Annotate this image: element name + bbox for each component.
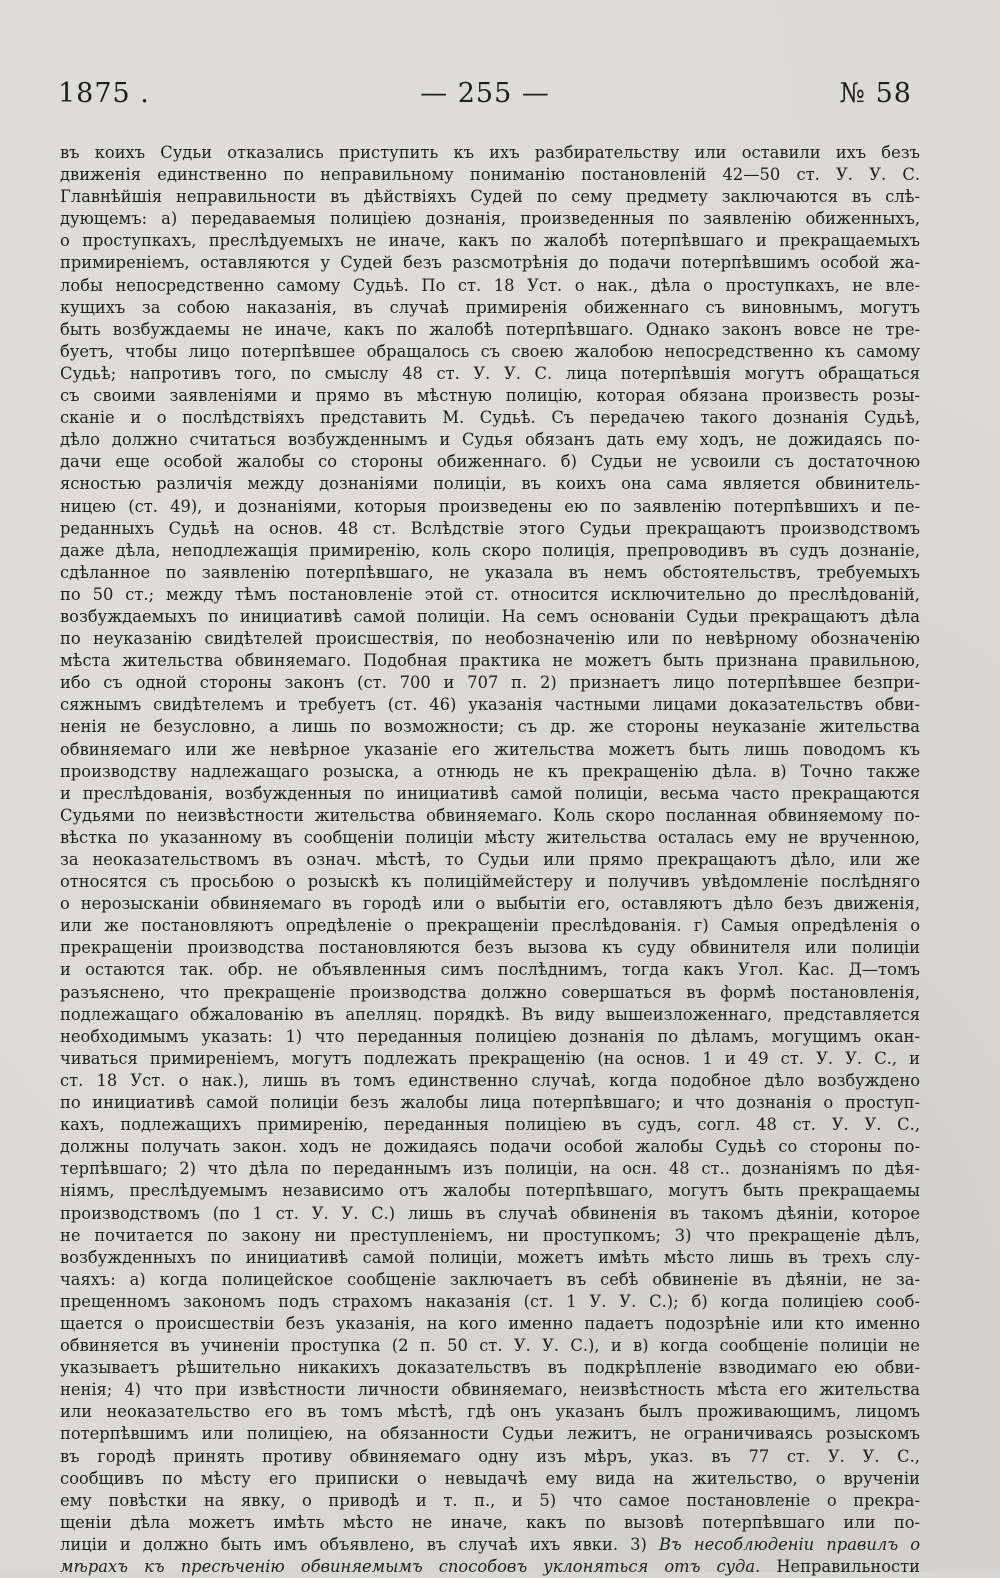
text-line: и преслѣдованія, возбужденныя по инициативѣ самой полиціи, весьма часто прекращаются — [60, 783, 920, 803]
text-line: производству надлежащаго розыска, а отнюдь не къ прекращенію дѣла. в) Точно также — [60, 761, 920, 781]
text-line: обвиняется въ учиненіи проступка (2 п. 50 ст. У. У. С.), и в) когда сообщеніе полиціи не — [60, 1336, 920, 1356]
text-line: ніямъ, преслѣдуемымъ независимо отъ жалобы потерпѣвшаго, могутъ быть прекращаемы — [60, 1181, 920, 1201]
text-line: ненія не безусловно, а лишь по возможности; съ др. же стороны неуказаніе жительства — [60, 717, 920, 737]
text-line: дующемъ: а) передаваемыя полиціею дознанія, произведенныя по заявленію обиженныхъ, — [60, 209, 920, 229]
text-line: дачи еще особой жалобы со стороны обиженнаго. б) Судьи не усвоили съ достаточною — [60, 452, 920, 472]
text-line: ясностью различія между дознаніями полиціи, въ коихъ она сама является обвинитель- — [60, 474, 920, 494]
text-line: вѣстка по указанному въ сообщеніи полиціи мѣсту жительства осталась ему не врученною, — [60, 827, 920, 847]
text-line-lead: лиціи и должно быть имъ объявлено, въ случаѣ ихъ явки. 3) — [60, 1534, 647, 1554]
text-line: ницею (ст. 49), и дознаніями, которыя произведены ею по заявленію потерпѣвшихъ и пе- — [60, 496, 920, 516]
header-year: 1875 . — [58, 78, 150, 109]
text-line: чаяхъ: а) когда полицейское сообщеніе заключаетъ въ себѣ обвиненіе въ дѣяніи, не за- — [60, 1269, 920, 1289]
text-line: сяжнымъ свидѣтелемъ и требуетъ (ст. 46) указанія частными лицами доказательствъ обви- — [60, 695, 920, 715]
text-line: движенія единственно по неправильному пониманію постановленій 42—50 ст. У. У. С. — [60, 165, 920, 185]
text-line: въ городѣ принять противу обвиняемаго одну изъ мѣръ, указ. въ 77 ст. У. У. С., — [60, 1446, 920, 1466]
text-line: о проступкахъ, преслѣдуемыхъ не иначе, какъ по жалобѣ потерпѣвшаго и прекращаемыхъ — [60, 231, 920, 251]
text-line: ибо съ одной стороны законъ (ст. 700 и 707 п. 2) признаетъ лицо потерпѣвшее безпри- — [60, 673, 920, 693]
text-line: должны получать закон. ходъ не дожидаясь подачи особой жалобы Судьѣ со стороны по- — [60, 1137, 920, 1157]
text-line: въ коихъ Судьи отказались приступить къ ихъ разбирательству или оставили ихъ безъ — [60, 143, 920, 162]
section-heading-italic: мѣрахъ къ пресѣченію обвиняемымъ способовъ уклоняться отъ суда. — [60, 1557, 761, 1576]
text-line — [60, 1556, 920, 1578]
text-line: реданныхъ Судьѣ на основ. 48 ст. Вслѣдствіе этого Судьи прекращаютъ производствомъ — [60, 518, 920, 538]
text-line: о нерозысканіи обвиняемаго въ городѣ или о выбытіи его, оставляютъ дѣло безъ движенія, — [60, 894, 920, 914]
text-line: прекращеніи производства постановляются безъ вызова къ суду обвинителя или полиціи — [60, 938, 920, 958]
text-line: терпѣвшаго; 2) что дѣла по переданнымъ изъ полиціи, на осн. 48 ст.. дознаніямъ по дѣя- — [60, 1159, 920, 1179]
text-line: кахъ, подлежащихъ примиренію, переданныя полиціею въ судъ, согл. 48 ст. У. У. С., — [60, 1115, 920, 1135]
text-line: ст. 18 Уст. о нак.), лишь въ томъ единственно случаѣ, когда подобное дѣло возбуждено — [60, 1070, 920, 1090]
text-line: сообщивъ по мѣсту его приписки о невыдачѣ ему вида на жительство, о врученіи — [60, 1468, 920, 1488]
text-line: Судьѣ; напротивъ того, по смыслу 48 ст. У. У. С. лица потерпѣвшія могутъ обращаться — [60, 363, 920, 383]
text-line: по неуказанію свидѣтелей происшествія, по необозначенію или по невѣрному обозначенію — [60, 629, 920, 649]
text-line: указываетъ рѣшительно никакихъ доказательствъ въ подкрѣпленіе взводимаго ею обви- — [60, 1358, 920, 1378]
text-line: не почитается по закону ни преступленіемъ, ни проступкомъ; 3) что прекращеніе дѣлъ, — [60, 1225, 920, 1245]
text-line: даже дѣла, неподлежащія примиренію, коль скоро полиція, препроводивъ въ судъ дознаніе, — [60, 540, 920, 560]
text-line: съ своими заявленіями и прямо въ мѣстную полицію, которая обязана произвесть розы- — [60, 386, 920, 406]
text-line: прещенномъ закономъ подъ страхомъ наказанія (ст. 1 У. У. С.); б) когда полиціею сооб- — [60, 1291, 920, 1311]
text-line: дѣло должно считаться возбужденнымъ и Судья обязанъ дать ему ходъ, не дожидаясь по- — [60, 430, 920, 450]
text-line: и остаются так. обр. не объявленныя симъ послѣднимъ, тогда какъ Угол. Кас. Д—томъ — [60, 960, 920, 980]
header-issue-number: № 58 — [839, 78, 912, 109]
text-line: по 50 ст.; между тѣмъ постановленіе этой ст. относится исключительно до преслѣдованій, — [60, 584, 920, 604]
text-line: ненія; 4) что при извѣстности личности обвиняемаго, неизвѣстность мѣста его жительства — [60, 1380, 920, 1400]
text-line: обвиняемаго или же невѣрное указаніе его жительства можетъ быть лишь поводомъ къ — [60, 739, 920, 759]
text-line: Судьями по неизвѣстности жительства обвиняемаго. Коль скоро посланная обвиняемому по- — [60, 805, 920, 825]
text-line: кущихъ за собою наказанія, въ случаѣ примиренія обиженнаго съ виновнымъ, могутъ — [60, 297, 920, 317]
text-line: необходимымъ указать: 1) что переданныя полиціею дознанія по дѣламъ, могущимъ окан- — [60, 1026, 920, 1046]
text-line: щается о происшествіи безъ указанія, на кого именно падаетъ подозрѣніе или кто именно — [60, 1313, 920, 1333]
text-line: чиваться примиреніемъ, могутъ подлежать прекращенію (на основ. 1 и 49 ст. У. У. С., и — [60, 1048, 920, 1068]
text-line: щеніи дѣла можетъ имѣть мѣсто не иначе, какъ по вызовѣ потерпѣвшаго или по- — [60, 1512, 920, 1532]
text-line: производствомъ (по 1 ст. У. У. С.) лишь въ случаѣ обвиненія въ такомъ дѣяніи, которое — [60, 1203, 920, 1223]
text-line: быть возбуждаемы не иначе, какъ по жалобѣ потерпѣвшаго. Однако законъ вовсе не тре- — [60, 319, 920, 339]
text-line — [60, 1534, 920, 1556]
text-line: сдѣланное по заявленію потерпѣвшаго, не указала въ немъ обстоятельствъ, требуемыхъ — [60, 562, 920, 582]
text-line: возбужденныхъ по инициативѣ самой полиціи, можетъ имѣть мѣсто лишь въ трехъ слу- — [60, 1247, 920, 1267]
text-line: за неоказательствомъ въ означ. мѣстѣ, то Судьи или прямо прекращаютъ дѣло, или же — [60, 850, 920, 869]
text-line: по инициативѣ самой полиціи безъ жалобы лица потерпѣвшаго; и что дознанія о проступ- — [60, 1093, 920, 1113]
text-line: Главнѣйшія неправильности въ дѣйствіяхъ Судей по сему предмету заключаются въ слѣ- — [60, 187, 920, 207]
text-line: подлежащаго обжалованію въ апелляц. порядкѣ. Въ виду вышеизложеннаго, представляется — [60, 1004, 920, 1024]
header-page-number: — 255 — — [420, 78, 550, 109]
text-line: разъяснено, что прекращеніе производства должно совершаться въ формѣ постановленія, — [60, 982, 920, 1002]
text-line-tail: Неправильности — [776, 1557, 920, 1576]
text-line: ему повѣстки на явку, о приводѣ и т. п., и 5) что самое постановленіе о прекра- — [60, 1490, 920, 1510]
text-line: примиреніемъ, оставляются у Судей безъ разсмотрѣнія до подачи потерпѣвшимъ особой жа- — [60, 253, 920, 273]
text-line: сканіе и о послѣдствіяхъ представить М. Судьѣ. Съ передачею такого дознанія Судьѣ, — [60, 408, 920, 428]
text-line: потерпѣвшимъ или полиціею, на обязанности Судьи лежитъ, не ограничиваясь розыскомъ — [60, 1424, 920, 1444]
text-line: или же постановляютъ опредѣленіе о прекращеніи преслѣдованія. г) Самыя опредѣленія о — [60, 916, 920, 936]
body-text — [60, 142, 920, 1578]
text-line: относятся съ просьбою о розыскѣ къ полиціймейстеру и получивъ увѣдомленіе послѣдняго — [60, 872, 920, 892]
text-line: возбуждаемыхъ по инициативѣ самой полиціи. На семъ основаніи Судьи прекращаютъ дѣла — [60, 606, 920, 626]
text-line: лобы непосредственно самому Судьѣ. По ст. 18 Уст. о нак., дѣла о проступкахъ, не вле- — [60, 275, 920, 295]
text-line: мѣста жительства обвиняемаго. Подобная практика не можетъ быть признана правильною, — [60, 651, 920, 671]
page-header — [58, 78, 912, 118]
text-line: буетъ, чтобы лицо потерпѣвшее обращалось съ своею жалобою непосредственно къ самому — [60, 341, 920, 361]
section-heading-italic: Въ несоблюденіи правилъ о — [658, 1534, 920, 1554]
text-line: или неоказательство его въ томъ мѣстѣ, гдѣ онъ указанъ былъ проживающимъ, лицомъ — [60, 1402, 920, 1422]
